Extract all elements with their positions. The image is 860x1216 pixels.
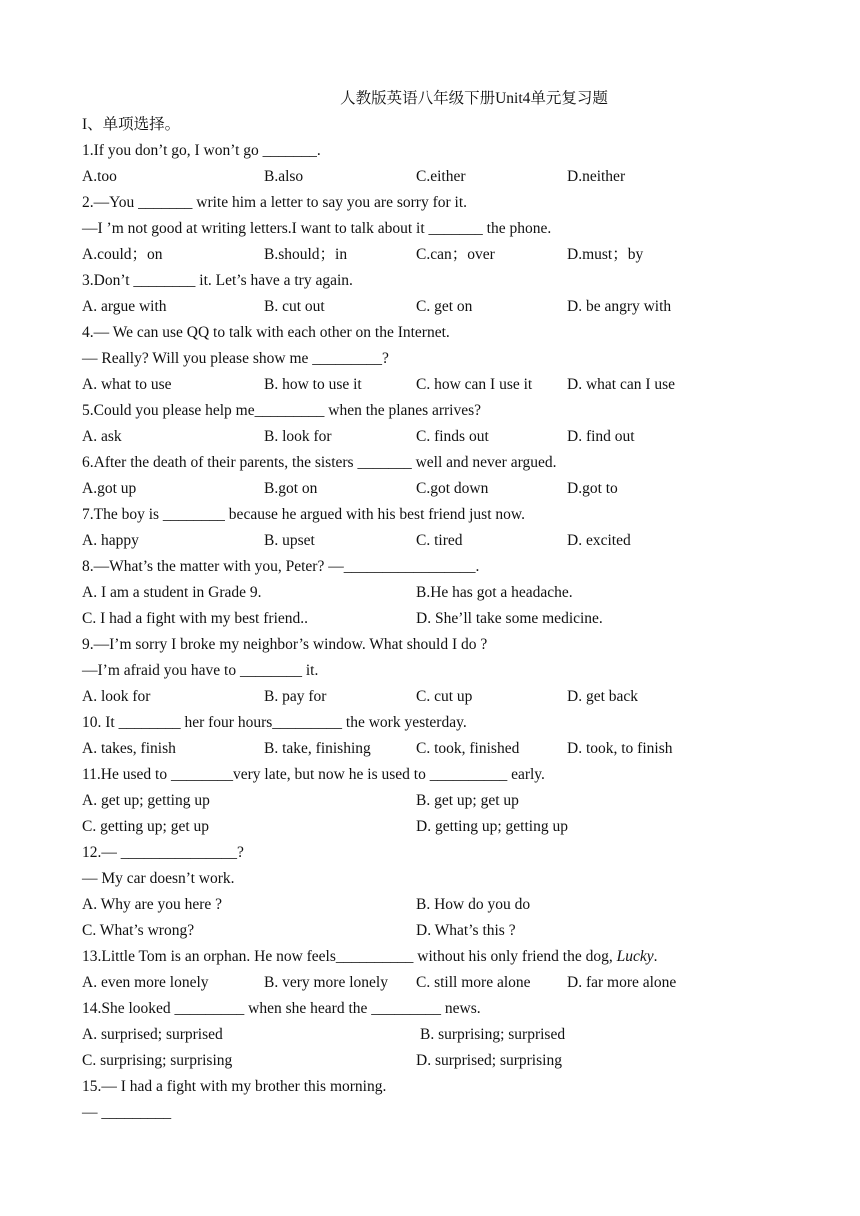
question-line: 2.—You _______ write him a letter to say you are sorry for it. — [82, 194, 468, 211]
option-a: A. what to use — [82, 376, 172, 393]
option-d: D. surprised; surprising — [416, 1052, 562, 1069]
option-b: B. look for — [264, 428, 332, 445]
document-page — [82, 86, 782, 1126]
option-b: B. surprising; surprised — [420, 1026, 566, 1043]
option-a: A. I am a student in Grade 9. — [82, 584, 262, 601]
option-c: C. getting up; get up — [82, 818, 210, 835]
question-line: 11.He used to ________very late, but now he is used to __________ early. — [82, 766, 545, 783]
question-line: 15.— I had a fight with my brother this morning. — [82, 1078, 387, 1095]
option-a: A. even more lonely — [82, 974, 209, 991]
option-d: D.got to — [567, 480, 618, 497]
options-row — [82, 242, 782, 268]
question-list — [82, 138, 782, 1126]
option-c: C.either — [416, 168, 466, 185]
option-b: B. How do you do — [416, 896, 531, 913]
option-d: D. She’ll take some medicine. — [416, 610, 603, 627]
option-a: A. get up; getting up — [82, 792, 210, 809]
question-line: — Really? Will you please show me _________? — [82, 350, 389, 367]
option-a: A. happy — [82, 532, 139, 549]
question-line: —I ’m not good at writing letters.I want to talk about it _______ the phone. — [82, 220, 552, 237]
option-b: B. take, finishing — [264, 740, 371, 757]
question-line: — My car doesn’t work. — [82, 870, 235, 887]
option-b: B. get up; get up — [416, 792, 519, 809]
question-line: 9.—I’m sorry I broke my neighbor’s window. What should I do ? — [82, 636, 488, 653]
option-d: D. far more alone — [567, 974, 677, 991]
option-c: C. still more alone — [416, 974, 531, 991]
option-c: C. tired — [416, 532, 463, 549]
option-a: A.too — [82, 168, 117, 185]
options-row — [82, 424, 782, 450]
option-a: A. surprised; surprised — [82, 1026, 223, 1043]
option-c: C. get on — [416, 298, 473, 315]
question-line: 12.— _______________? — [82, 844, 244, 861]
question-line: 8.—What’s the matter with you, Peter? —_________________. — [82, 558, 480, 575]
options-row — [82, 970, 782, 996]
options-row — [82, 892, 782, 918]
option-d: D.neither — [567, 168, 626, 185]
options-row — [82, 814, 782, 840]
question-line: 13.Little Tom is an orphan. He now feels__________ without his only friend the dog, Lucky. — [82, 948, 658, 965]
option-b: B. upset — [264, 532, 315, 549]
option-c: C. surprising; surprising — [82, 1052, 233, 1069]
option-c: C. What’s wrong? — [82, 922, 195, 939]
options-row — [82, 1048, 782, 1074]
document-title: 人教版英语八年级下册Unit4单元复习题 — [340, 90, 608, 107]
option-b: B.also — [264, 168, 304, 185]
options-row — [82, 736, 782, 762]
option-b: B.should；in — [264, 246, 348, 263]
option-a: A. Why are you here ? — [82, 896, 223, 913]
option-d: D. getting up; getting up — [416, 818, 568, 835]
question-line: 5.Could you please help me_________ when the planes arrives? — [82, 402, 482, 419]
option-d: D.must；by — [567, 246, 644, 263]
options-row — [82, 164, 782, 190]
question-line: 6.After the death of their parents, the sisters _______ well and never argued. — [82, 454, 557, 471]
option-a: A.got up — [82, 480, 137, 497]
question-line: 7.The boy is ________ because he argued with his best friend just now. — [82, 506, 525, 523]
options-row — [82, 1022, 782, 1048]
option-c: C. how can I use it — [416, 376, 533, 393]
option-a: A. look for — [82, 688, 151, 705]
option-c: C. finds out — [416, 428, 489, 445]
options-row — [82, 372, 782, 398]
option-b: B.He has got a headache. — [416, 584, 573, 601]
options-row — [82, 684, 782, 710]
option-a: A. ask — [82, 428, 122, 445]
options-row — [82, 918, 782, 944]
option-d: D. find out — [567, 428, 635, 445]
option-d: D. excited — [567, 532, 631, 549]
question-line: 10. It ________ her four hours_________ the work yesterday. — [82, 714, 467, 731]
option-c: C. cut up — [416, 688, 473, 705]
options-row — [82, 788, 782, 814]
option-d: D. what can I use — [567, 376, 676, 393]
options-row — [82, 528, 782, 554]
option-b: B. very more lonely — [264, 974, 388, 991]
options-row — [82, 294, 782, 320]
option-d: D. took, to finish — [567, 740, 673, 757]
option-b: B. how to use it — [264, 376, 362, 393]
question-line: 3.Don’t ________ it. Let’s have a try again. — [82, 272, 353, 289]
option-c: C.can；over — [416, 246, 495, 263]
option-d: D. get back — [567, 688, 639, 705]
options-row — [82, 476, 782, 502]
italic-text: Lucky — [616, 948, 654, 965]
question-line: 4.— We can use QQ to talk with each other on the Internet. — [82, 324, 450, 341]
option-a: A. argue with — [82, 298, 167, 315]
option-b: B. cut out — [264, 298, 325, 315]
option-d: D. be angry with — [567, 298, 672, 315]
question-line: — _________ — [82, 1104, 172, 1121]
option-c: C. took, finished — [416, 740, 520, 757]
option-c: C. I had a fight with my best friend.. — [82, 610, 308, 627]
option-b: B.got on — [264, 480, 318, 497]
option-a: A. takes, finish — [82, 740, 176, 757]
options-row — [82, 580, 782, 606]
option-a: A.could；on — [82, 246, 163, 263]
options-row — [82, 606, 782, 632]
question-line: 1.If you don’t go, I won’t go _______. — [82, 142, 321, 159]
question-line: —I’m afraid you have to ________ it. — [82, 662, 319, 679]
question-line: 14.She looked _________ when she heard the _________ news. — [82, 1000, 481, 1017]
option-d: D. What’s this ? — [416, 922, 516, 939]
section-heading: I、单项选择。 — [82, 116, 181, 133]
option-b: B. pay for — [264, 688, 327, 705]
option-c: C.got down — [416, 480, 489, 497]
